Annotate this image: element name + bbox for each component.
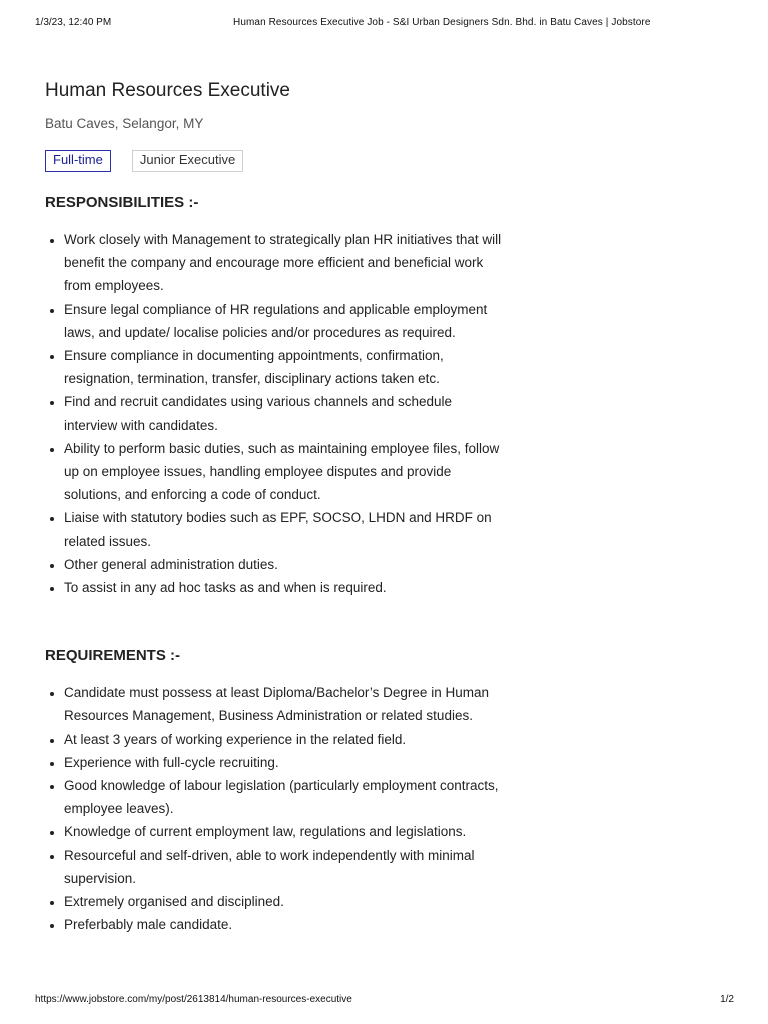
print-header bbox=[35, 17, 734, 31]
responsibilities-heading: RESPONSIBILITIES :- bbox=[45, 194, 199, 211]
list-item: • Ensure compliance in documenting appointments, confirmation, resignation, termination, transfer, disciplinary actions taken etc. bbox=[64, 344, 505, 390]
print-document-title: Human Resources Executive Job - S&I Urban Designers Sdn. Bhd. in Batu Caves | Jobstore bbox=[233, 17, 651, 28]
list-item: • Find and recruit candidates using various channels and schedule interview with candidates. bbox=[64, 390, 505, 436]
print-url[interactable]: https://www.jobstore.com/my/post/2613814/human-resources-executive bbox=[35, 994, 352, 1005]
job-title: Human Resources Executive bbox=[45, 80, 290, 101]
list-item: • Knowledge of current employment law, regulations and legislations. bbox=[64, 820, 505, 843]
list-item: • Resourceful and self-driven, able to work independently with minimal supervision. bbox=[64, 844, 505, 890]
list-item: • Candidate must possess at least Diploma/Bachelor’s Degree in Human Resources Management, Business Administration or related studies. bbox=[64, 681, 505, 727]
list-item: • Work closely with Management to strategically plan HR initiatives that will benefit the company and encourage more efficient and beneficial work from employees. bbox=[64, 228, 505, 298]
job-post-content bbox=[45, 78, 505, 936]
list-item: • Experience with full-cycle recruiting. bbox=[64, 751, 505, 774]
list-item: • Extremely organised and disciplined. bbox=[64, 890, 505, 913]
tag-career-level[interactable]: Junior Executive bbox=[132, 150, 243, 172]
print-footer bbox=[35, 994, 734, 1008]
tag-employment-type[interactable]: Full-time bbox=[45, 150, 111, 172]
list-item: • Good knowledge of labour legislation (particularly employment contracts, employee leaves). bbox=[64, 774, 505, 820]
job-tags bbox=[45, 150, 505, 172]
list-item: • Liaise with statutory bodies such as EPF, SOCSO, LHDN and HRDF on related issues. bbox=[64, 506, 505, 552]
responsibilities-list bbox=[45, 228, 505, 599]
page-number: 1/2 bbox=[720, 994, 734, 1005]
requirements-heading: REQUIREMENTS :- bbox=[45, 647, 180, 665]
list-item: • Other general administration duties. bbox=[64, 553, 505, 576]
requirements-list bbox=[45, 681, 505, 936]
job-location: Batu Caves, Selangor, MY bbox=[45, 116, 204, 131]
list-item: • At least 3 years of working experience in the related field. bbox=[64, 728, 505, 751]
list-item: • Preferbably male candidate. bbox=[64, 913, 505, 936]
list-item: • Ability to perform basic duties, such as maintaining employee files, follow up on employee issues, handling employee disputes and provide solutions, and enforcing a code of conduct. bbox=[64, 437, 505, 507]
list-item: • Ensure legal compliance of HR regulations and applicable employment laws, and update/ localise policies and/or procedures as required. bbox=[64, 298, 505, 344]
list-item: • To assist in any ad hoc tasks as and when is required. bbox=[64, 576, 505, 599]
print-datetime: 1/3/23, 12:40 PM bbox=[35, 17, 112, 28]
